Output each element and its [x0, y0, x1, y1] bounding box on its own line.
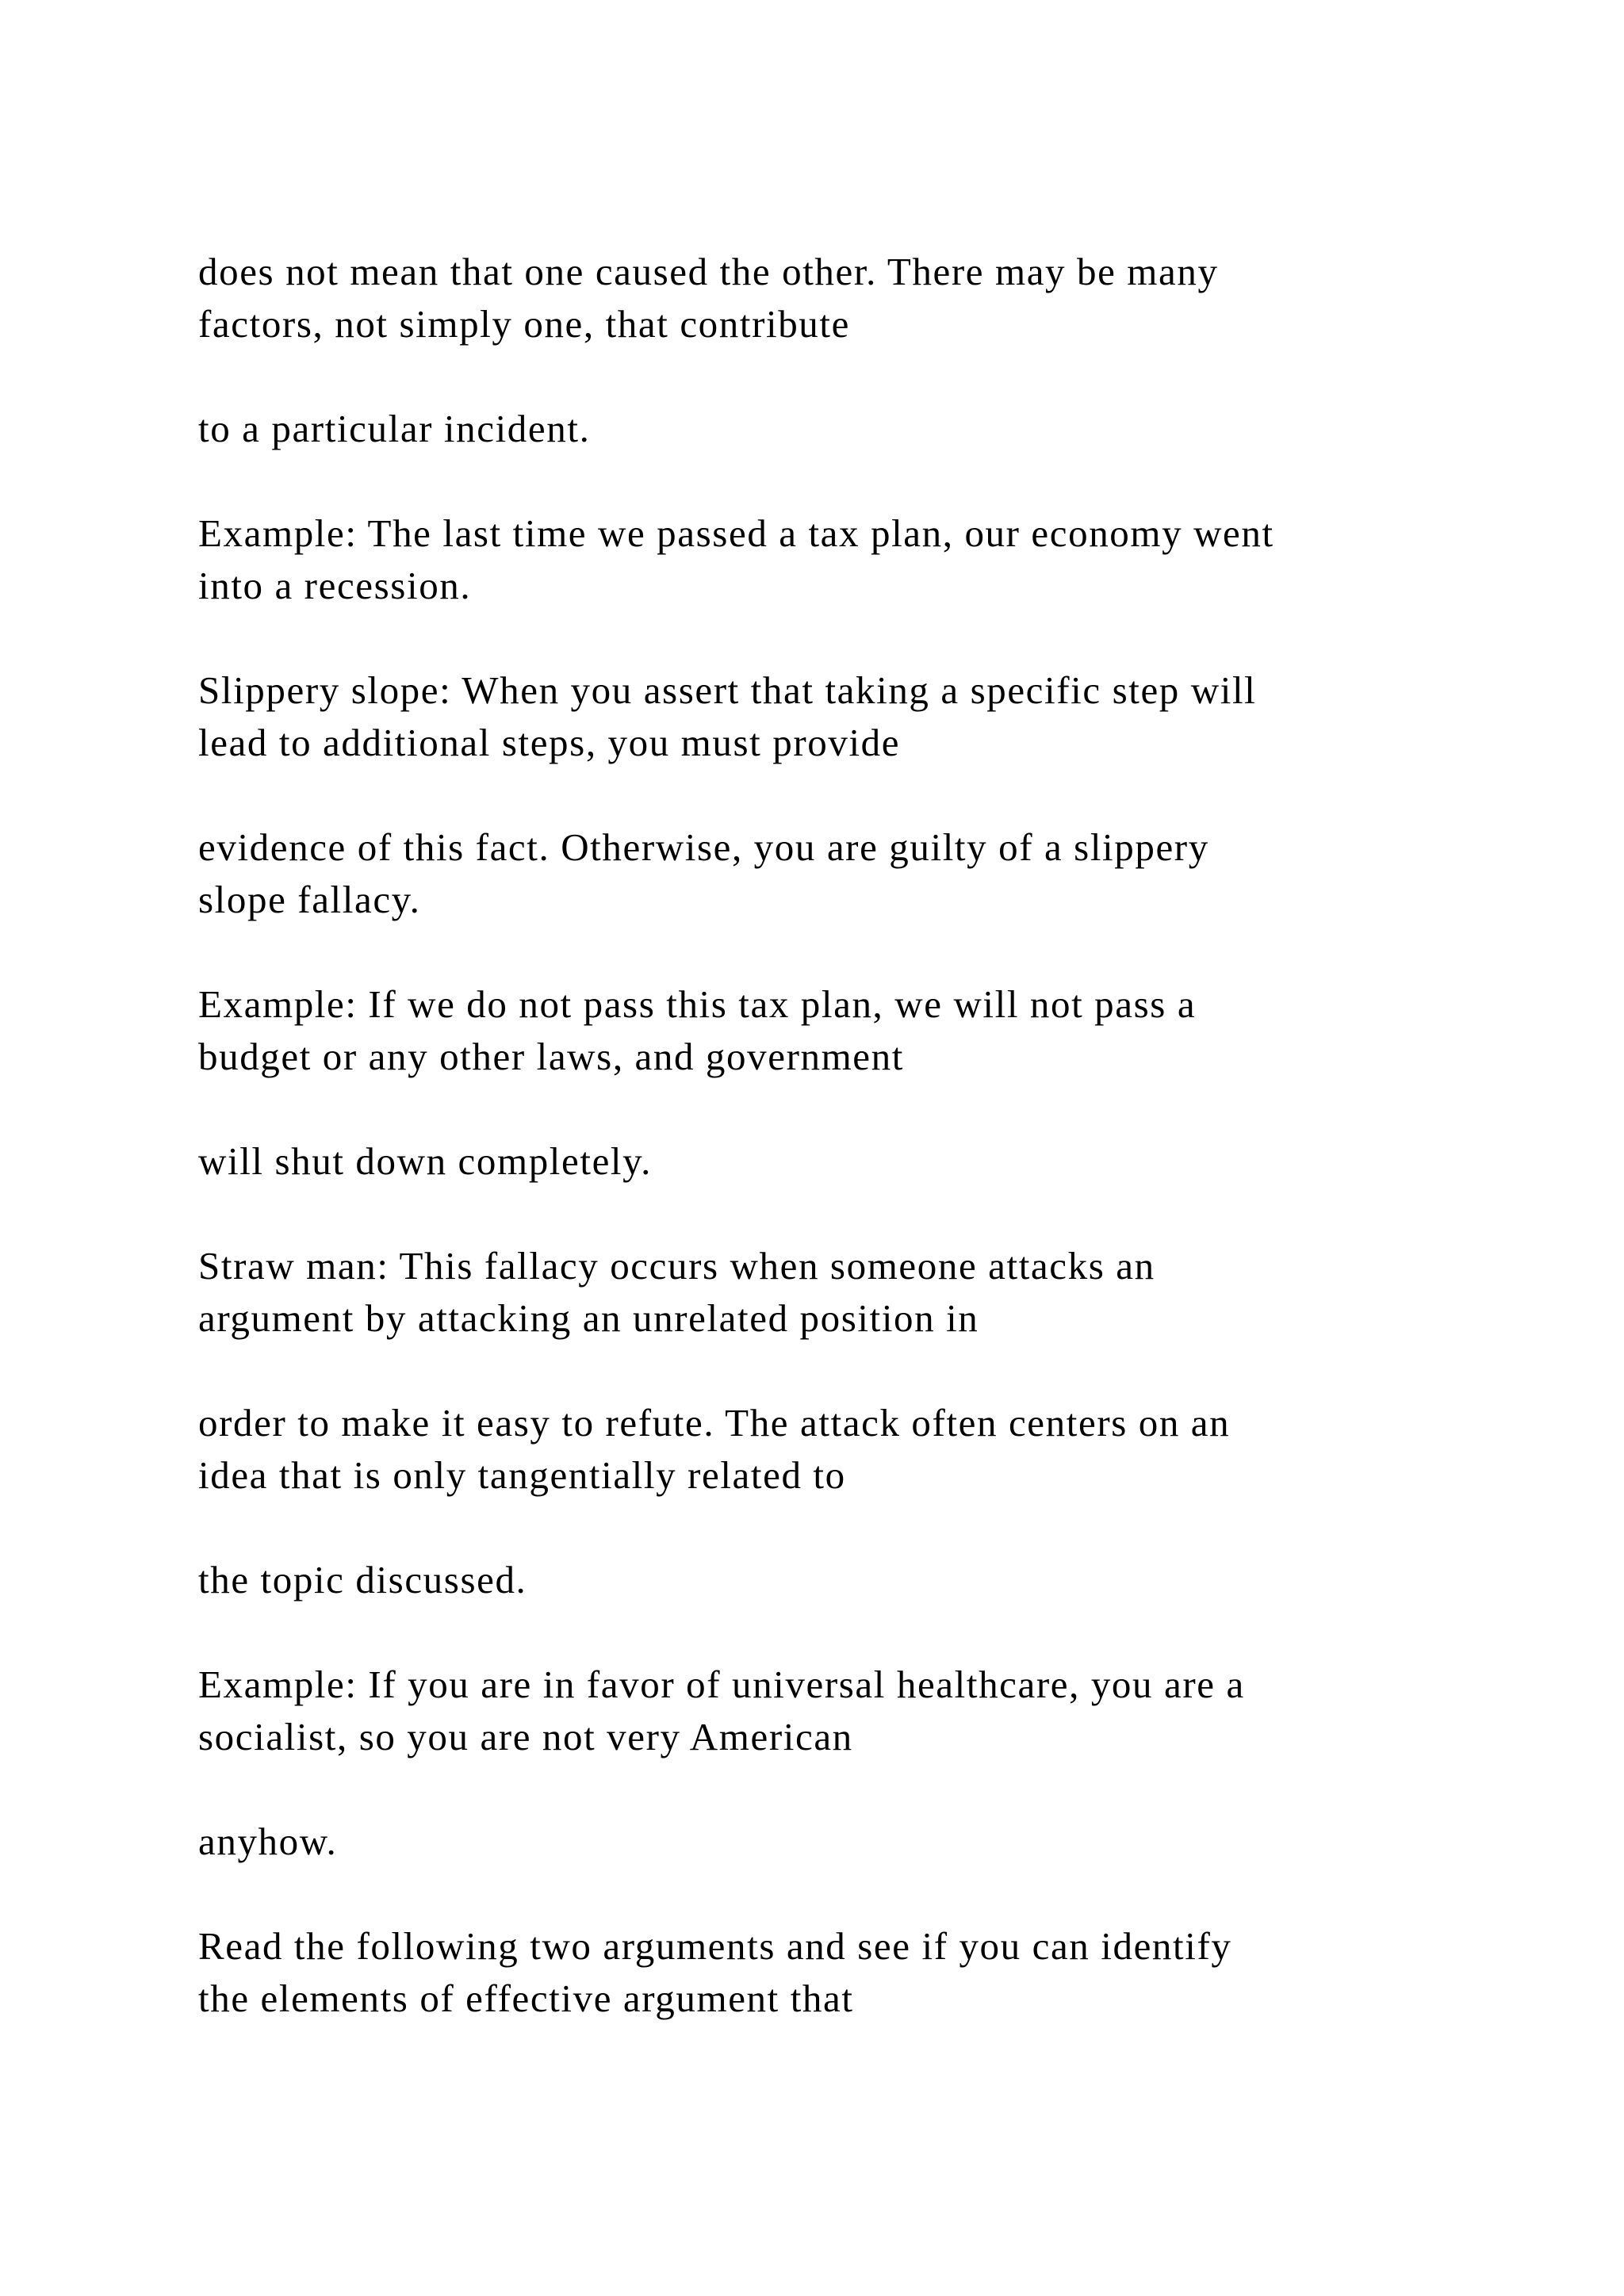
paragraph-shut-down: [198, 1135, 1483, 1188]
paragraph-slippery-slope-evidence: [198, 821, 1483, 926]
text-line: into a recession.: [198, 564, 472, 607]
text-line: to a particular incident.: [198, 407, 591, 450]
text-line: Read the following two arguments and see if you can identify: [198, 1924, 1232, 1968]
text-line: idea that is only tangentially related to: [198, 1453, 846, 1497]
text-line: anyhow.: [198, 1820, 338, 1863]
paragraph-straw-man-refute: [198, 1397, 1483, 1502]
text-line: argument by attacking an unrelated position in: [198, 1296, 979, 1340]
paragraph-particular-incident: [198, 403, 1483, 455]
text-line: Example: The last time we passed a tax plan, our economy went: [198, 511, 1274, 555]
paragraph-read-arguments: [198, 1920, 1483, 2025]
paragraph-example-healthcare: [198, 1659, 1483, 1763]
paragraph-example-tax-budget: [198, 978, 1483, 1083]
text-line: Example: If we do not pass this tax plan, we will not pass a: [198, 982, 1197, 1026]
paragraph-example-tax-recession: [198, 507, 1483, 612]
text-line: lead to additional steps, you must provide: [198, 721, 901, 764]
text-line: Example: If you are in favor of universal healthcare, you are a: [198, 1663, 1245, 1706]
text-line: Slippery slope: When you assert that taking a specific step will: [198, 668, 1257, 712]
text-line: Straw man: This fallacy occurs when someone attacks an: [198, 1244, 1155, 1288]
text-line: does not mean that one caused the other. There may be many: [198, 250, 1219, 293]
text-line: the topic discussed.: [198, 1558, 527, 1601]
text-line: evidence of this fact. Otherwise, you are guilty of a slippery: [198, 825, 1209, 869]
text-line: will shut down completely.: [198, 1139, 652, 1183]
text-line: the elements of effective argument that: [198, 1976, 854, 2020]
text-line: factors, not simply one, that contribute: [198, 302, 850, 346]
text-line: socialist, so you are not very American: [198, 1715, 853, 1758]
text-line: order to make it easy to refute. The attack often centers on an: [198, 1401, 1231, 1445]
paragraph-correlation-cause: [198, 246, 1483, 350]
paragraph-anyhow: [198, 1816, 1483, 1868]
paragraph-straw-man-definition: [198, 1240, 1483, 1345]
paragraph-slippery-slope-definition: [198, 664, 1483, 769]
text-line: slope fallacy.: [198, 878, 421, 921]
text-line: budget or any other laws, and government: [198, 1035, 904, 1078]
document-body: [198, 246, 1483, 2077]
paragraph-topic-discussed: [198, 1554, 1483, 1606]
